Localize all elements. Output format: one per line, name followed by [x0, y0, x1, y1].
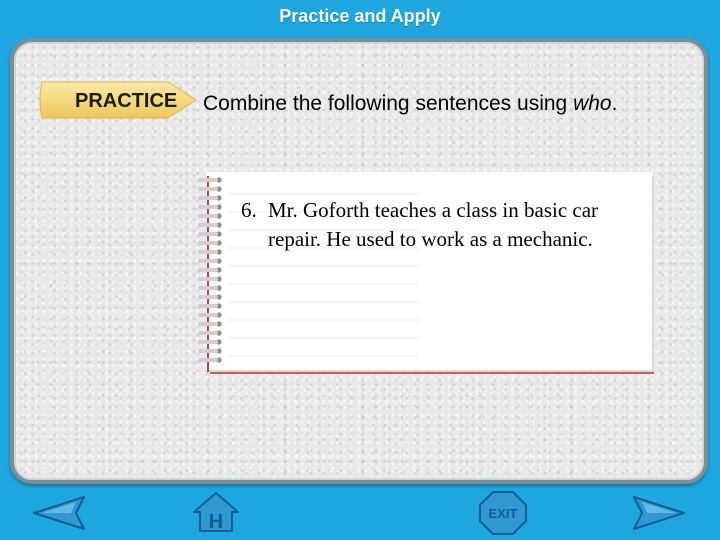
item-sentence: Mr. Goforth teaches a class in basic car repair. He used to work as a mechanic.	[268, 198, 599, 251]
exit-label: EXIT	[488, 506, 518, 521]
instruction-text	[203, 89, 643, 118]
practice-label: PRACTICE	[75, 90, 178, 112]
home-icon[interactable]	[190, 490, 242, 534]
instruction-suffix: .	[611, 92, 618, 115]
instruction-emphasis: who	[573, 92, 612, 115]
exit-icon[interactable]	[478, 490, 528, 536]
slide-title: Practice and Apply	[279, 6, 441, 26]
left-arrow-icon[interactable]	[30, 494, 88, 532]
home-label: H	[208, 511, 224, 533]
instruction-prefix: Combine the following sentences using	[203, 92, 574, 115]
practice-tag	[38, 80, 198, 120]
item-number: 6.	[241, 198, 257, 222]
practice-item	[241, 196, 641, 254]
right-arrow-icon[interactable]	[630, 494, 688, 532]
